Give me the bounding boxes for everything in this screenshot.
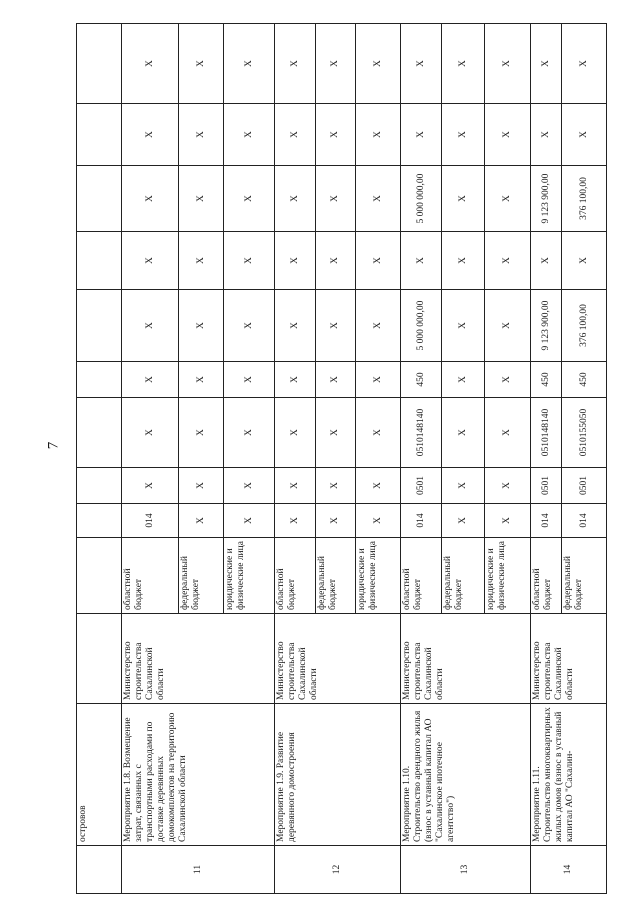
cell-value: X bbox=[122, 398, 179, 468]
cell-value: X bbox=[275, 362, 316, 398]
cell-value: X bbox=[531, 232, 562, 290]
cell-value: 0510148140 bbox=[531, 398, 562, 468]
funding-source: областной бюджет bbox=[401, 538, 442, 614]
cell-value: X bbox=[485, 362, 531, 398]
cell-value: X bbox=[316, 104, 356, 166]
cell-value: X bbox=[356, 468, 401, 504]
cell-value: X bbox=[485, 104, 531, 166]
budget-table-wrapper bbox=[76, 24, 606, 894]
cell-value: 450 bbox=[562, 362, 607, 398]
cell-value: 5 000 000,00 bbox=[401, 290, 442, 362]
cell-value: X bbox=[485, 504, 531, 538]
event-name: Мероприятие 1.9. Развитие деревянного домостроения bbox=[275, 704, 401, 846]
cell-value: X bbox=[356, 232, 401, 290]
cell-value: X bbox=[485, 24, 531, 104]
cell-value: X bbox=[224, 362, 275, 398]
cell-value: X bbox=[316, 166, 356, 232]
cell-value: 014 bbox=[401, 504, 442, 538]
row-number: 11 bbox=[122, 846, 275, 894]
cell-value: X bbox=[316, 24, 356, 104]
cell-value: X bbox=[224, 468, 275, 504]
cell-value: X bbox=[122, 468, 179, 504]
cell-value: 5 000 000,00 bbox=[401, 166, 442, 232]
cell-value: X bbox=[485, 232, 531, 290]
cell-value: X bbox=[224, 398, 275, 468]
cell-value: 0501 bbox=[401, 468, 442, 504]
table-row bbox=[401, 24, 442, 894]
executor: Министерство строительства Сахалинской области bbox=[122, 614, 275, 704]
table-row bbox=[122, 24, 179, 894]
funding-source: областной бюджет bbox=[531, 538, 562, 614]
cell-value: X bbox=[122, 290, 179, 362]
row-number: 13 bbox=[401, 846, 531, 894]
event-name: Мероприятие 1.11. Строительство многоквартирных жилых домов (взнос в уставный капитал АО "Сахалин- bbox=[531, 704, 607, 846]
cell-value: X bbox=[442, 24, 485, 104]
cell-value: 376 100,00 bbox=[562, 166, 607, 232]
cell-value: X bbox=[401, 24, 442, 104]
event-name: Мероприятие 1.10. Строительство арендного жилья (взнос в уставный капитал АО "Сахалинское ипотечное агентство") bbox=[401, 704, 531, 846]
cell-value: X bbox=[179, 468, 224, 504]
cell-value: X bbox=[442, 166, 485, 232]
cell-value: X bbox=[401, 232, 442, 290]
cell-value: X bbox=[356, 166, 401, 232]
cell-value: X bbox=[442, 504, 485, 538]
funding-source: федеральный бюджет bbox=[442, 538, 485, 614]
executor: Министерство строительства Сахалинской области bbox=[401, 614, 531, 704]
cell-value: X bbox=[442, 398, 485, 468]
cell-value: 376 100,00 bbox=[562, 290, 607, 362]
cell-value: X bbox=[442, 362, 485, 398]
cell-value: X bbox=[316, 504, 356, 538]
cell-value: X bbox=[485, 290, 531, 362]
cell-value: 0501 bbox=[531, 468, 562, 504]
cell-value: 9 123 900,00 bbox=[531, 290, 562, 362]
cell-value: X bbox=[316, 232, 356, 290]
cell-value: 014 bbox=[562, 504, 607, 538]
table-row bbox=[531, 24, 562, 894]
cell-value: X bbox=[356, 362, 401, 398]
cell-value: 014 bbox=[122, 504, 179, 538]
cell-value: 450 bbox=[401, 362, 442, 398]
cell-value: X bbox=[122, 104, 179, 166]
cell-value: X bbox=[531, 24, 562, 104]
cell-value: X bbox=[275, 232, 316, 290]
funding-source: областной бюджет bbox=[122, 538, 179, 614]
cell-value: 0501 bbox=[562, 468, 607, 504]
page-number: 7 bbox=[45, 441, 62, 450]
cell-value: X bbox=[562, 232, 607, 290]
funding-source: юридические и физические лица bbox=[485, 538, 531, 614]
cell-value: X bbox=[275, 104, 316, 166]
cell-value: X bbox=[562, 104, 607, 166]
funding-source: федеральный бюджет bbox=[179, 538, 224, 614]
cell-value: 9 123 900,00 bbox=[531, 166, 562, 232]
cell-value: 450 bbox=[531, 362, 562, 398]
cell-value: X bbox=[356, 398, 401, 468]
cell-value: X bbox=[356, 290, 401, 362]
cell-value: X bbox=[442, 232, 485, 290]
cell-value: X bbox=[442, 104, 485, 166]
cell-value: X bbox=[122, 166, 179, 232]
cell-value: X bbox=[275, 166, 316, 232]
cell-value: X bbox=[356, 504, 401, 538]
funding-source: юридические и физические лица bbox=[224, 538, 275, 614]
table-row-top bbox=[77, 24, 122, 894]
cell-value: X bbox=[275, 468, 316, 504]
cell-value: X bbox=[485, 468, 531, 504]
budget-table bbox=[76, 23, 607, 894]
cell-value: X bbox=[224, 290, 275, 362]
cell-value: X bbox=[531, 104, 562, 166]
cell-value: X bbox=[179, 232, 224, 290]
cell-value: X bbox=[356, 104, 401, 166]
cell-value: 0510155050 bbox=[562, 398, 607, 468]
cell-value: X bbox=[179, 24, 224, 104]
cell-value: X bbox=[275, 290, 316, 362]
cell-value: X bbox=[275, 24, 316, 104]
cell-value: X bbox=[485, 398, 531, 468]
cell-value: 014 bbox=[531, 504, 562, 538]
executor: Министерство строительства Сахалинской области bbox=[531, 614, 607, 704]
cell-value: X bbox=[122, 362, 179, 398]
cell-value: X bbox=[179, 104, 224, 166]
row-number: 14 bbox=[531, 846, 607, 894]
cell-value: X bbox=[224, 232, 275, 290]
cell-value: X bbox=[224, 24, 275, 104]
executor: Министерство строительства Сахалинской области bbox=[275, 614, 401, 704]
row-number: 12 bbox=[275, 846, 401, 894]
cell-value: X bbox=[179, 398, 224, 468]
cell-value: X bbox=[316, 290, 356, 362]
cell-value: X bbox=[316, 398, 356, 468]
cell-value: X bbox=[224, 104, 275, 166]
funding-source: областной бюджет bbox=[275, 538, 316, 614]
funding-source: федеральный бюджет bbox=[316, 538, 356, 614]
table-row bbox=[275, 24, 316, 894]
cell-value: X bbox=[179, 166, 224, 232]
cell-value: X bbox=[179, 504, 224, 538]
cell-value: X bbox=[179, 290, 224, 362]
cell-value: X bbox=[442, 468, 485, 504]
cell-value: X bbox=[562, 24, 607, 104]
top-row-name: островов bbox=[77, 704, 122, 846]
cell-value: X bbox=[442, 290, 485, 362]
cell-value: X bbox=[401, 104, 442, 166]
cell-value: X bbox=[316, 362, 356, 398]
cell-value: X bbox=[316, 468, 356, 504]
event-name: Мероприятие 1.8. Возмещение затрат, связанных с транспортными расходами по доставке деревянных домокомплектов на территорию Сахалинской области bbox=[122, 704, 275, 846]
cell-value: X bbox=[275, 398, 316, 468]
cell-value: X bbox=[224, 504, 275, 538]
cell-value: X bbox=[356, 24, 401, 104]
cell-value: X bbox=[275, 504, 316, 538]
funding-source: федеральный бюджет bbox=[562, 538, 607, 614]
cell-value: X bbox=[122, 232, 179, 290]
rotated-sheet bbox=[76, 24, 606, 894]
cell-value: 0510148140 bbox=[401, 398, 442, 468]
cell-value: X bbox=[485, 166, 531, 232]
cell-value: X bbox=[179, 362, 224, 398]
cell-value: X bbox=[122, 24, 179, 104]
funding-source: юридические и физические лица bbox=[356, 538, 401, 614]
cell-value: X bbox=[224, 166, 275, 232]
